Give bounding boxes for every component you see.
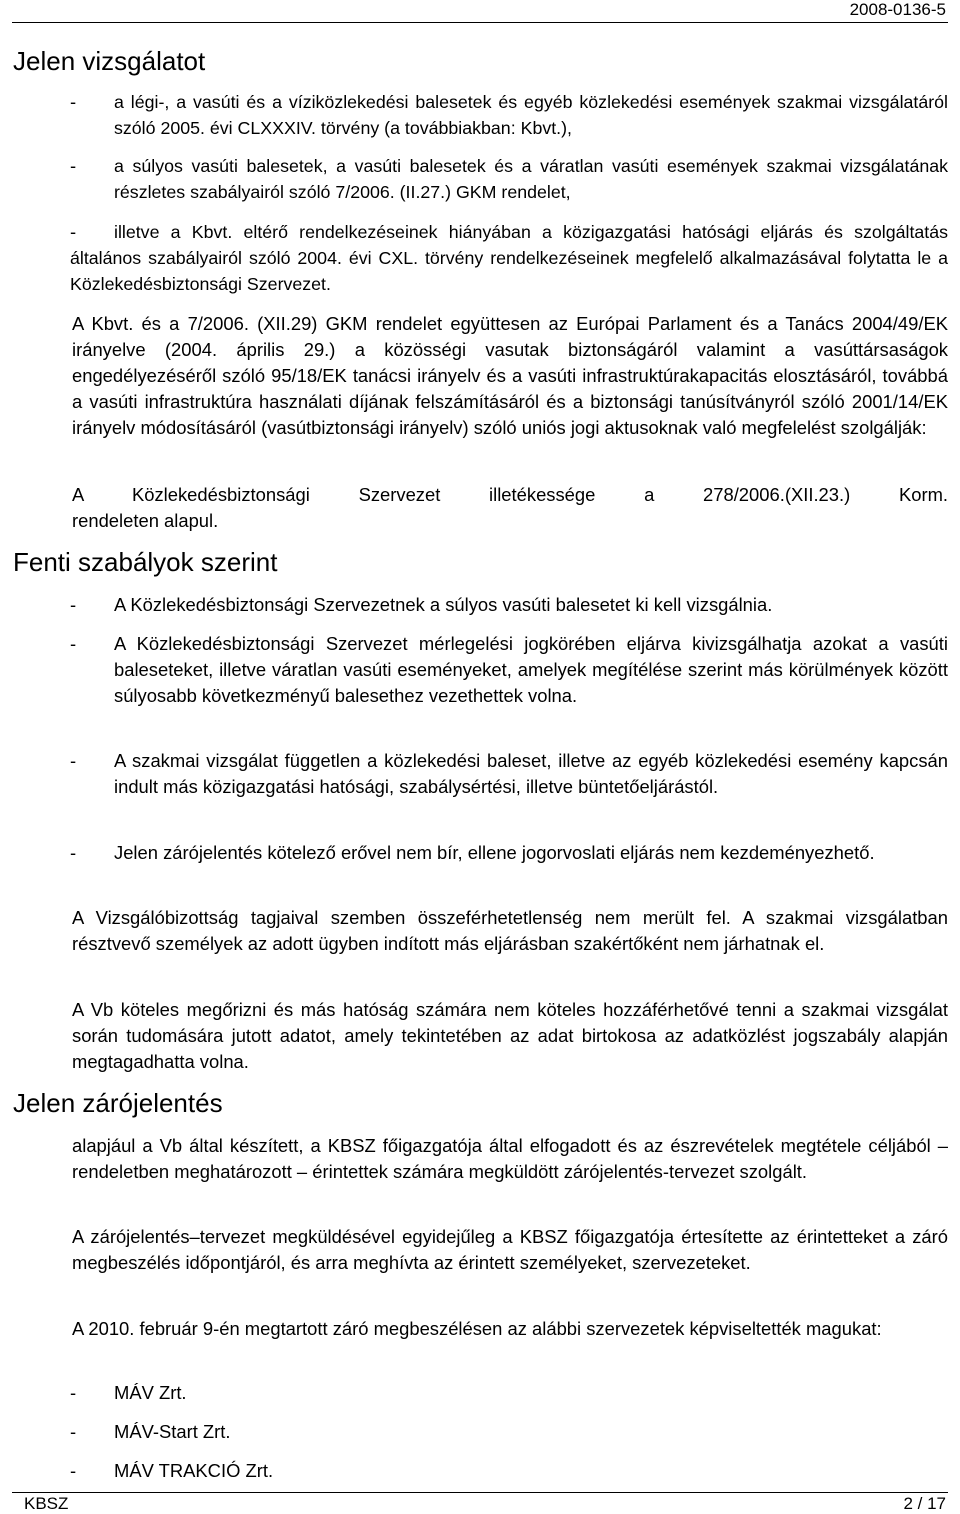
paragraph-line: rendeleten alapul. [72,510,219,531]
header-rule [12,22,948,23]
list-dash: - [70,91,77,112]
list-item [70,153,948,205]
list-item-text: A szakmai vizsgálat független a közlekedési baleset, illetve az egyéb közlekedési esemény kapcsán indult más közigazgatási hatósági, szabálysértési, illetve büntetőeljárástól. [114,750,948,797]
paragraph: A Kbvt. és a 7/2006. (XII.29) GKM rendelet együttesen az Európai Parlament és a Tanács 2004/49/EK irányelve (2004. április 29.) a közösségi vasutak biztonságáról valamint a vasúttársaságok engedélyezéséről szóló 95/18/EK tanácsi irányelv és a vasúti infrastruktúrakapacitás elosztásáról, továbbá a vasúti infrastruktúra használati díjának felszámításáról és a biztonsági tanúsítványról szóló 2001/14/EK irányelv módosításáról (vasútbiztonsági irányelv) szóló uniós jogi aktusoknak való megfelelést szolgálják: [72,313,948,438]
list-dash: - [70,155,77,176]
list-item [70,592,948,618]
list-item-text: MÁV Zrt. [114,1382,187,1403]
list-item [70,840,948,866]
list-dash: - [70,842,77,863]
paragraph-line: A Közlekedésbiztonsági Szervezet illetékessége a 278/2006.(XII.23.) Korm. [72,484,948,505]
list-item-text: MÁV TRAKCIÓ Zrt. [114,1460,274,1481]
list-item-text: MÁV-Start Zrt. [114,1421,231,1442]
list-item [70,631,948,709]
list-item-text: Jelen zárójelentés kötelező erővel nem bír, ellene jogorvoslati eljárás nem kezdeményezhető. [114,842,875,863]
list-item-text: a súlyos vasúti balesetek, a vasúti balesetek és a váratlan vasúti események szakmai vizsgálatának részletes szabályairól szóló 7/2006. (II.27.) GKM rendelet, [114,156,948,202]
list-item-text: a légi-, a vasúti és a víziközlekedési balesetek és egyéb közlekedési események szakmai vizsgálatáról szóló 2005. évi CLXXXIV. törvény (a továbbiakban: Kbvt.), [114,92,948,138]
document-id: 2008-0136-5 [849,0,946,19]
footer-organization: KBSZ [24,1494,69,1513]
page-number: 2 / 17 [903,1494,946,1513]
paragraph: A Vizsgálóbizottság tagjaival szemben összeférhetetlenség nem merült fel. A szakmai vizsgálatban résztvevő személyek az adott ügyben indított más eljárásban szakértőként nem járhatnak el. [72,907,948,954]
section-heading-jelen-vizsgalatot: Jelen vizsgálatot [13,46,206,76]
list-item [70,89,948,141]
list-item [70,748,948,800]
paragraph: A Vb köteles megőrizni és más hatóság számára nem köteles hozzáférhetővé tenni a szakmai vizsgálat során tudomására jutott adatot, amely tekintetében az adat birtokosa az adatközlést jogszabály alapján megtagadhatta volna. [72,999,948,1072]
list-item [70,219,948,297]
list-item-text: A Közlekedésbiztonsági Szervezet mérlegelési jogkörében eljárva kivizsgálhatja azokat a vasúti baleseteket, illetve váratlan vasúti eseményeket, amelyek megítélése szerint más körülmények között súlyosabb következményű balesethez vezethettek volna. [114,633,948,706]
paragraph: alapjául a Vb által készített, a KBSZ főigazgatója által elfogadott és az észrevételek megtétele céljából – rendeletben meghatározott – érintettek számára megküldött zárójelentés-tervezet szolgált. [72,1135,948,1182]
list-dash: - [70,221,77,242]
section-heading-fenti-szabalyok: Fenti szabályok szerint [13,547,278,577]
list-dash: - [70,1382,77,1403]
paragraph: A zárójelentés–tervezet megküldésével egyidejűleg a KBSZ főigazgatója értesítette az érintetteket a záró megbeszélés időpontjáról, és arra meghívta az érintett személyeket, szervezeteket. [72,1226,948,1273]
list-dash: - [70,1421,77,1442]
list-item [70,1458,948,1484]
list-dash: - [70,633,77,654]
list-item [70,1419,948,1445]
list-dash: - [70,1460,77,1481]
list-item [70,1380,948,1406]
list-item-text: illetve a Kbvt. eltérő rendelkezéseinek hiányában a közigazgatási hatósági eljárás és szolgáltatás általános szabályairól szóló 2004. évi CXL. törvény rendelkezéseinek megfelelő alkalmazásával folytatta le a Közlekedésbiztonsági Szervezet. [70,222,948,294]
section-heading-jelen-zarojelentes: Jelen zárójelentés [13,1088,223,1118]
list-item-text: A Közlekedésbiztonsági Szervezetnek a súlyos vasúti balesetet ki kell vizsgálnia. [114,594,773,615]
footer-rule [12,1492,948,1493]
paragraph: A 2010. február 9-én megtartott záró megbeszélésen az alábbi szervezetek képviseltették magukat: [72,1318,882,1339]
list-dash: - [70,594,77,615]
list-dash: - [70,750,77,771]
